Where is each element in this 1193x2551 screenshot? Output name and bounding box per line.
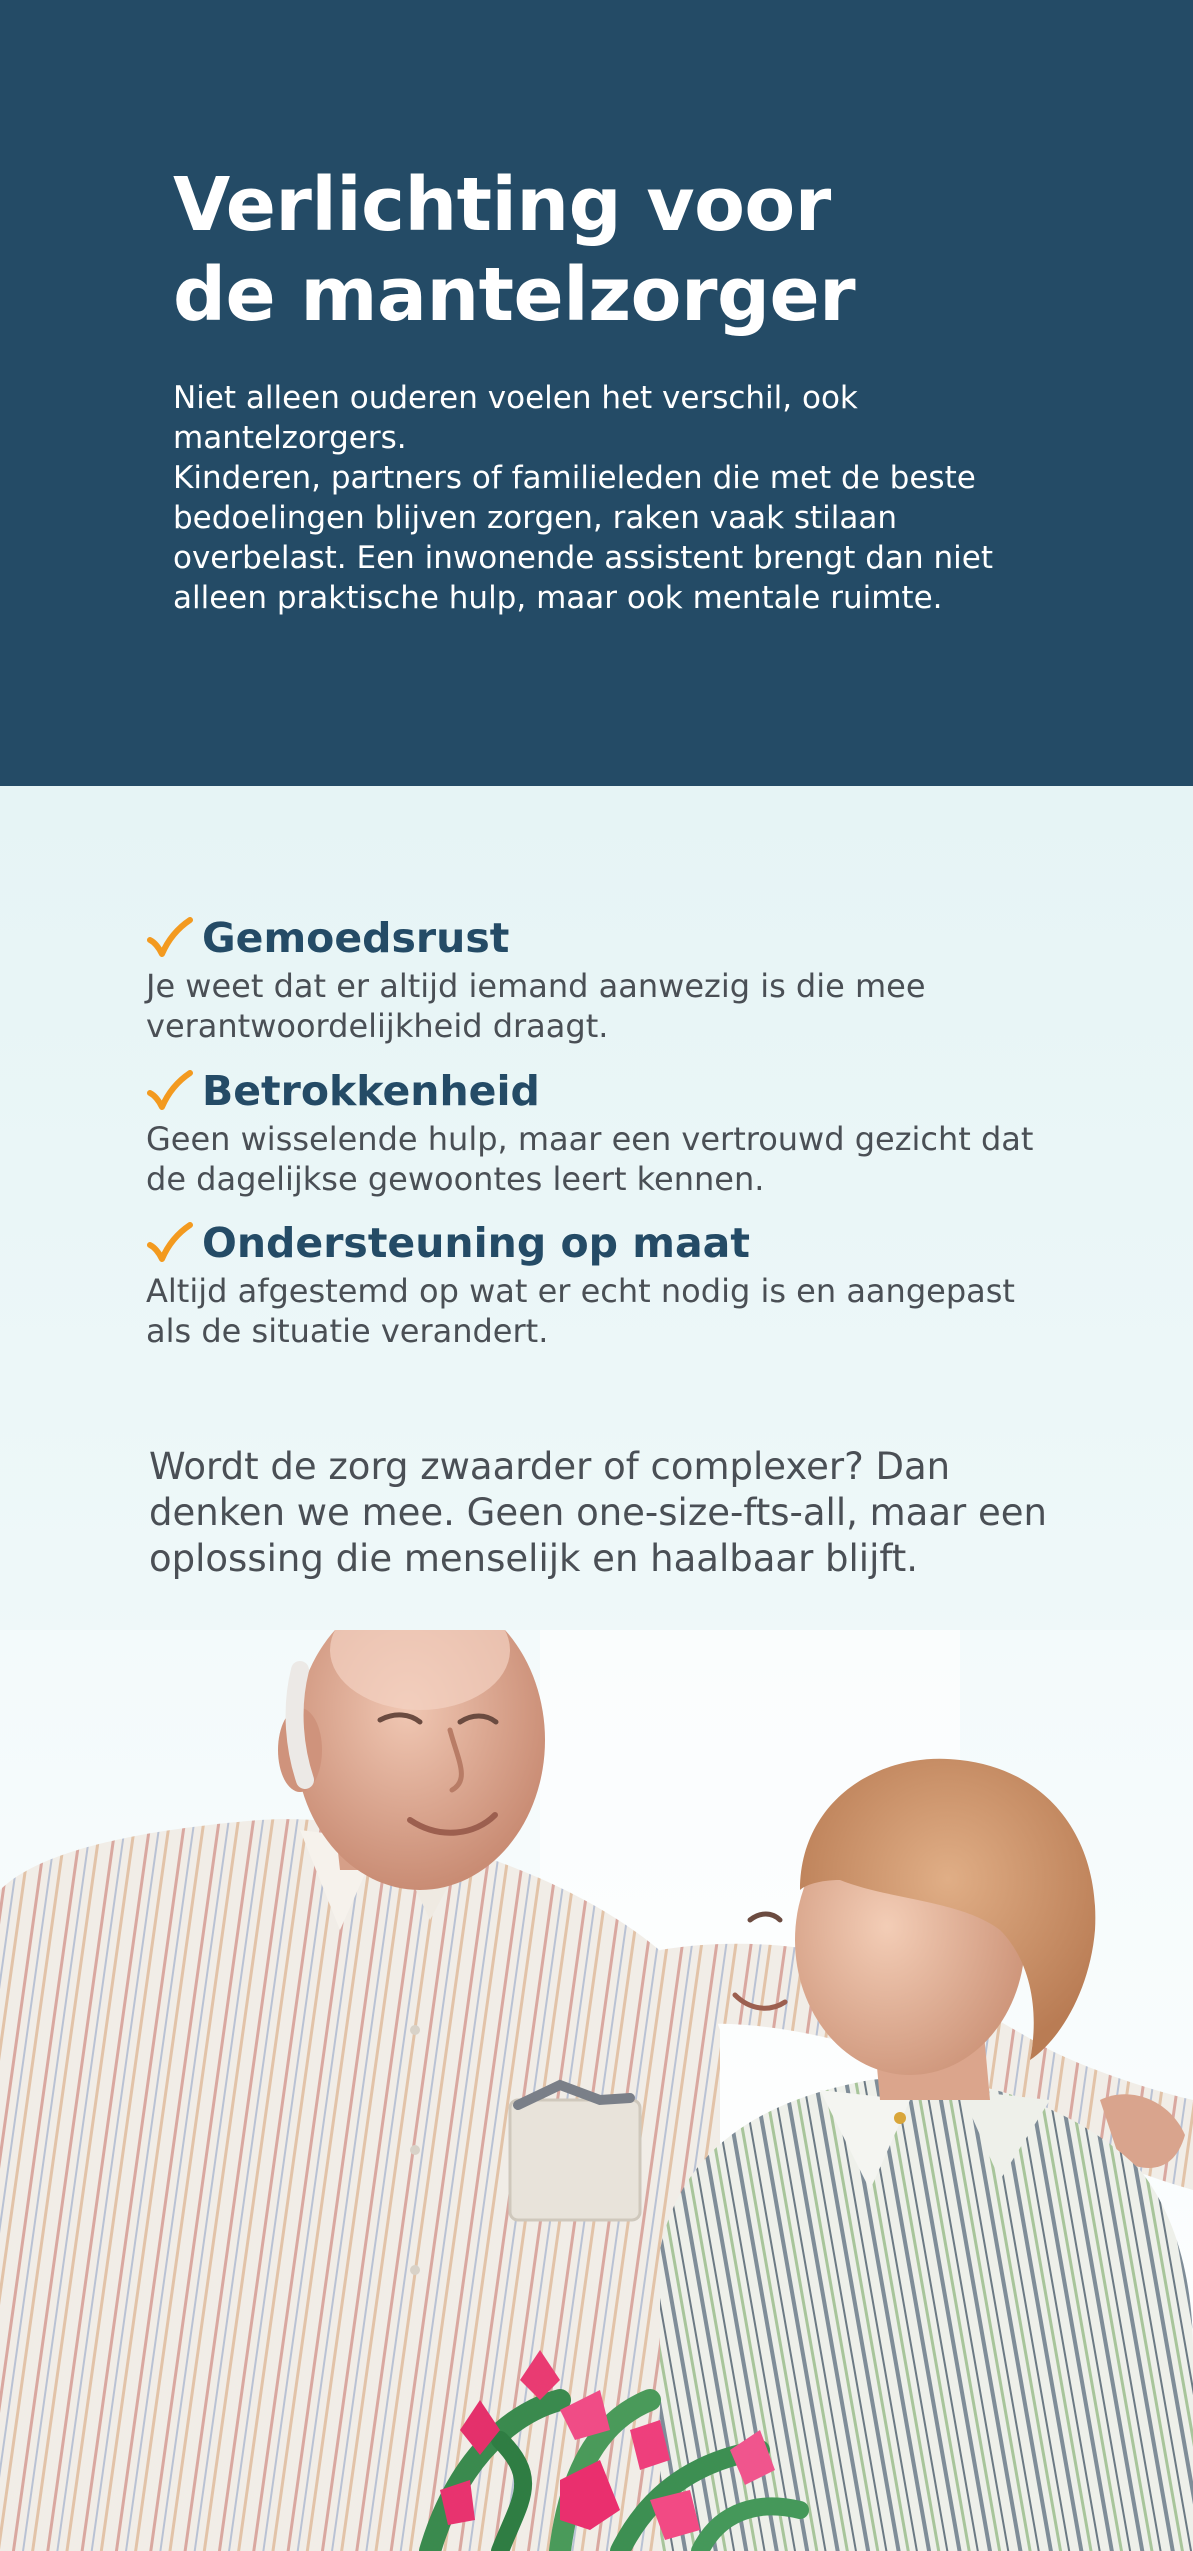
benefit-heading bbox=[146, 1217, 1106, 1269]
check-icon bbox=[146, 1221, 194, 1265]
hero-title-line: Verlichting voor bbox=[173, 162, 831, 248]
hero-text-line: Niet alleen ouderen voelen het verschil, ook bbox=[173, 380, 858, 416]
benefit-item bbox=[146, 1065, 1106, 1199]
elderly-couple-photo bbox=[0, 1630, 1193, 2551]
benefit-description bbox=[146, 966, 1106, 1046]
benefit-description bbox=[146, 1271, 1106, 1351]
check-icon bbox=[146, 916, 194, 960]
benefit-description bbox=[146, 1119, 1106, 1199]
check-icon bbox=[146, 1069, 194, 1113]
benefit-title: Gemoedsrust bbox=[202, 914, 510, 962]
benefit-item bbox=[146, 912, 1106, 1046]
benefit-text-line: verantwoordelijkheid draagt. bbox=[146, 1007, 609, 1045]
hero-text-line: mantelzorgers. bbox=[173, 420, 407, 456]
benefit-item bbox=[146, 1217, 1106, 1351]
hero-text-line: alleen praktische hulp, maar ook mentale ruimte. bbox=[173, 580, 943, 616]
closing-line: Wordt de zorg zwaarder of complexer? Dan bbox=[149, 1445, 951, 1488]
benefit-text-line: als de situatie verandert. bbox=[146, 1312, 549, 1350]
benefit-heading bbox=[146, 912, 1106, 964]
benefit-text-line: Je weet dat er altijd iemand aanwezig is die mee bbox=[146, 967, 926, 1005]
hero-title bbox=[173, 160, 1073, 340]
benefit-title: Betrokkenheid bbox=[202, 1067, 540, 1115]
hero-text-line: bedoelingen blijven zorgen, raken vaak stilaan bbox=[173, 500, 898, 536]
hero-text-line: Kinderen, partners of familieleden die met de beste bbox=[173, 460, 976, 496]
hero-section bbox=[0, 0, 1193, 786]
benefit-text-line: Geen wisselende hulp, maar een vertrouwd gezicht dat bbox=[146, 1120, 1034, 1158]
closing-line: oplossing die menselijk en haalbaar blijft. bbox=[149, 1537, 919, 1580]
hero-intro-text bbox=[173, 378, 1053, 618]
closing-line: denken we mee. Geen one-size-fts-all, maar een bbox=[149, 1491, 1047, 1534]
benefit-text-line: de dagelijkse gewoontes leert kennen. bbox=[146, 1160, 765, 1198]
benefit-heading bbox=[146, 1065, 1106, 1117]
hero-title-line: de mantelzorger bbox=[173, 252, 856, 338]
closing-paragraph bbox=[149, 1444, 1089, 1582]
benefit-text-line: Altijd afgestemd op wat er echt nodig is en aangepast bbox=[146, 1272, 1015, 1310]
hero-text-line: overbelast. Een inwonende assistent brengt dan niet bbox=[173, 540, 993, 576]
benefit-title: Ondersteuning op maat bbox=[202, 1219, 750, 1267]
